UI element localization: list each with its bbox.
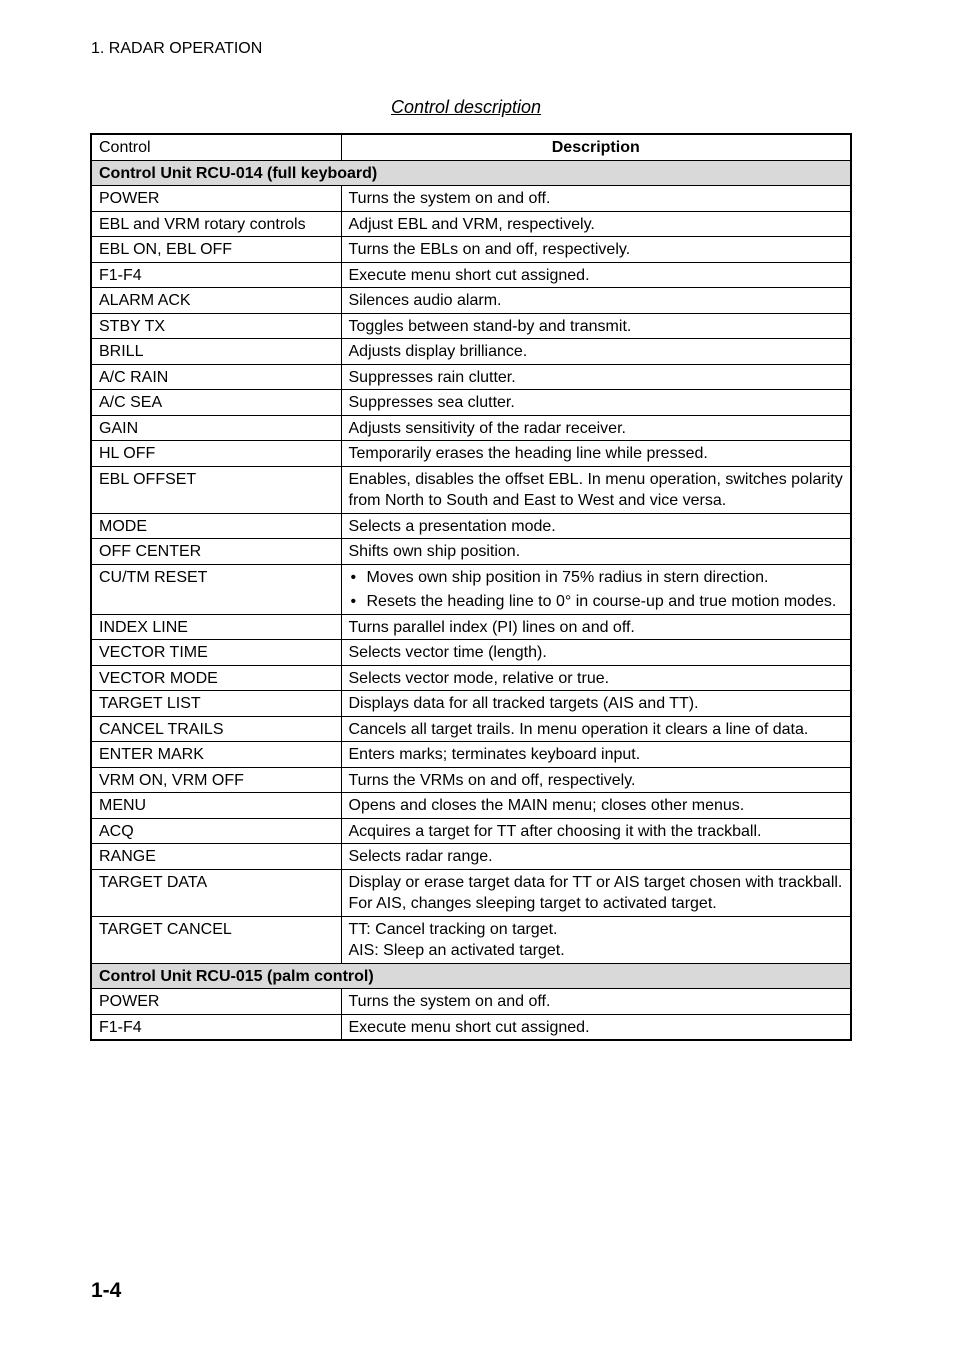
description-line: AIS: Sleep an activated target. [348, 942, 565, 959]
description-line: Silences audio alarm. [348, 292, 502, 309]
description-cell [341, 989, 851, 1015]
description-line: Enters marks; terminates keyboard input. [348, 746, 641, 763]
control-cell: TARGET CANCEL [91, 916, 341, 963]
control-cell: RANGE [91, 844, 341, 870]
description-cell [341, 691, 851, 717]
description-line: Display or erase target data for TT or AIS target chosen with trackball. For AIS, changes sleeping target to activated target. [348, 873, 843, 912]
description-line: Acquires a target for TT after choosing it with the trackball. [348, 822, 762, 840]
section-heading-row [91, 160, 851, 186]
description-cell [341, 614, 851, 640]
control-cell: GAIN [91, 415, 341, 441]
description-text [349, 617, 844, 639]
description-line: Adjusts sensitivity of the radar receiver. [348, 419, 626, 437]
control-cell: ACQ [91, 818, 341, 844]
table-row [91, 916, 851, 963]
description-text [349, 469, 844, 512]
control-cell: STBY TX [91, 313, 341, 339]
description-text [349, 693, 844, 715]
description-cell [341, 793, 851, 819]
description-text [349, 1017, 844, 1039]
description-text [349, 919, 844, 962]
description-line: Displays data for all tracked targets (AIS and TT). [348, 695, 699, 712]
table-row [91, 716, 851, 742]
table-title: Control description [390, 97, 542, 117]
control-cell: F1-F4 [91, 262, 341, 288]
description-cell [341, 513, 851, 539]
table-row [91, 390, 851, 416]
section-heading-row [91, 963, 851, 989]
table-row [91, 818, 851, 844]
description-line: Selects radar range. [348, 848, 493, 865]
control-cell: BRILL [91, 339, 341, 365]
table-row [91, 262, 851, 288]
table-row [91, 793, 851, 819]
description-bullet-list [349, 567, 844, 613]
description-line: Toggles between stand-by and transmit. [348, 317, 632, 335]
description-line: Enables, disables the offset EBL. In menu operation, switches polarity from North to South and East to West and vice versa. [348, 470, 843, 509]
control-cell: POWER [91, 186, 341, 212]
description-cell [341, 186, 851, 212]
description-line: Execute menu short cut assigned. [348, 266, 590, 284]
table-row [91, 339, 851, 365]
description-cell [341, 640, 851, 666]
table-row [91, 513, 851, 539]
description-cell [341, 313, 851, 339]
description-cell [341, 339, 851, 365]
description-cell [341, 916, 851, 963]
table-row [91, 640, 851, 666]
control-cell: EBL ON, EBL OFF [91, 237, 341, 263]
description-cell [341, 441, 851, 467]
control-cell: MENU [91, 793, 341, 819]
description-cell [341, 844, 851, 870]
description-line: Shifts own ship position. [348, 543, 521, 560]
description-text [349, 341, 844, 363]
control-cell: MODE [91, 513, 341, 539]
control-cell: A/C RAIN [91, 364, 341, 390]
description-line: Adjust EBL and VRM, respectively. [348, 215, 595, 233]
table-row [91, 211, 851, 237]
description-text [349, 991, 844, 1013]
table-row [91, 691, 851, 717]
description-line: Selects a presentation mode. [348, 517, 556, 535]
control-cell: HL OFF [91, 441, 341, 467]
description-line: Execute menu short cut assigned. [348, 1018, 590, 1036]
description-line: TT: Cancel tracking on target. [348, 920, 558, 938]
table-row [91, 742, 851, 768]
control-cell: OFF CENTER [91, 539, 341, 565]
description-text [349, 846, 844, 868]
description-cell [341, 742, 851, 768]
section-heading: Control Unit RCU-015 (palm control) [91, 963, 851, 989]
description-cell [341, 818, 851, 844]
description-text [349, 719, 844, 741]
description-text [349, 668, 844, 690]
description-cell [341, 716, 851, 742]
table-row [91, 539, 851, 565]
description-text [349, 821, 844, 843]
description-line: Suppresses rain clutter. [348, 368, 516, 386]
description-cell [341, 211, 851, 237]
control-cell: EBL and VRM rotary controls [91, 211, 341, 237]
description-text [349, 239, 844, 261]
description-cell [341, 390, 851, 416]
description-cell [341, 1014, 851, 1040]
table-row [91, 288, 851, 314]
control-cell: ENTER MARK [91, 742, 341, 768]
table-row [91, 237, 851, 263]
table-row [91, 466, 851, 513]
table-header-row [91, 134, 851, 160]
description-cell [341, 539, 851, 565]
description-text [349, 443, 844, 465]
control-cell: TARGET DATA [91, 869, 341, 916]
description-line: Selects vector mode, relative or true. [348, 669, 610, 687]
table-row [91, 1014, 851, 1040]
control-cell: VECTOR TIME [91, 640, 341, 666]
description-text [349, 214, 844, 236]
control-description-table [90, 133, 852, 1041]
description-line: Selects vector time (length). [348, 644, 547, 661]
table-row [91, 313, 851, 339]
control-cell: CU/TM RESET [91, 564, 341, 614]
description-text [349, 516, 844, 538]
control-cell: ALARM ACK [91, 288, 341, 314]
description-line: Turns the EBLs on and off, respectively. [348, 241, 631, 258]
description-cell [341, 262, 851, 288]
description-cell [341, 466, 851, 513]
description-text [349, 188, 844, 210]
description-text [349, 316, 844, 338]
chapter-header: 1. RADAR OPERATION [91, 40, 263, 57]
control-column-header: Control [91, 134, 341, 160]
description-cell [341, 364, 851, 390]
description-text [349, 744, 844, 766]
description-line: Suppresses sea clutter. [348, 394, 515, 411]
description-text [349, 418, 844, 440]
description-text [349, 265, 844, 287]
control-cell: F1-F4 [91, 1014, 341, 1040]
table-row [91, 665, 851, 691]
description-column-header: Description [341, 134, 851, 160]
description-cell [341, 869, 851, 916]
description-cell [341, 767, 851, 793]
table-row [91, 869, 851, 916]
section-heading: Control Unit RCU-014 (full keyboard) [91, 160, 851, 186]
control-cell: A/C SEA [91, 390, 341, 416]
description-line: Turns the VRMs on and off, respectively. [348, 771, 636, 789]
control-cell: VECTOR MODE [91, 665, 341, 691]
description-text [349, 642, 844, 664]
description-line: Adjusts display brilliance. [348, 343, 528, 360]
description-line: Turns parallel index (PI) lines on and off. [348, 618, 635, 636]
description-cell [341, 288, 851, 314]
control-cell: CANCEL TRAILS [91, 716, 341, 742]
control-cell: POWER [91, 989, 341, 1015]
control-cell: INDEX LINE [91, 614, 341, 640]
description-text [349, 541, 844, 563]
description-text [349, 770, 844, 792]
table-body [91, 160, 851, 1040]
description-cell [341, 665, 851, 691]
table-row [91, 614, 851, 640]
table-row [91, 564, 851, 614]
description-line: Temporarily erases the heading line while pressed. [348, 445, 708, 462]
description-cell [341, 415, 851, 441]
description-cell [341, 564, 851, 614]
description-line: Turns the system on and off. [348, 190, 551, 207]
table-row [91, 415, 851, 441]
page-number: 1-4 [91, 1279, 122, 1302]
description-text [349, 872, 844, 915]
control-cell: EBL OFFSET [91, 466, 341, 513]
table-row [91, 989, 851, 1015]
description-text [349, 290, 844, 312]
table-row [91, 844, 851, 870]
description-line: Turns the system on and off. [348, 993, 551, 1010]
description-line: Cancels all target trails. In menu operation it clears a line of data. [348, 720, 809, 738]
description-line: Opens and closes the MAIN menu; closes other menus. [348, 797, 745, 814]
control-cell: VRM ON, VRM OFF [91, 767, 341, 793]
description-cell [341, 237, 851, 263]
description-text [349, 367, 844, 389]
description-bullet-item: • Moves own ship position in 75% radius in stern direction. [349, 567, 844, 589]
table-row [91, 186, 851, 212]
table-row [91, 441, 851, 467]
table-row [91, 364, 851, 390]
table-row [91, 767, 851, 793]
description-text [349, 795, 844, 817]
description-bullet-item: • Resets the heading line to 0° in course-up and true motion modes. [349, 591, 844, 613]
description-text [349, 392, 844, 414]
control-cell: TARGET LIST [91, 691, 341, 717]
